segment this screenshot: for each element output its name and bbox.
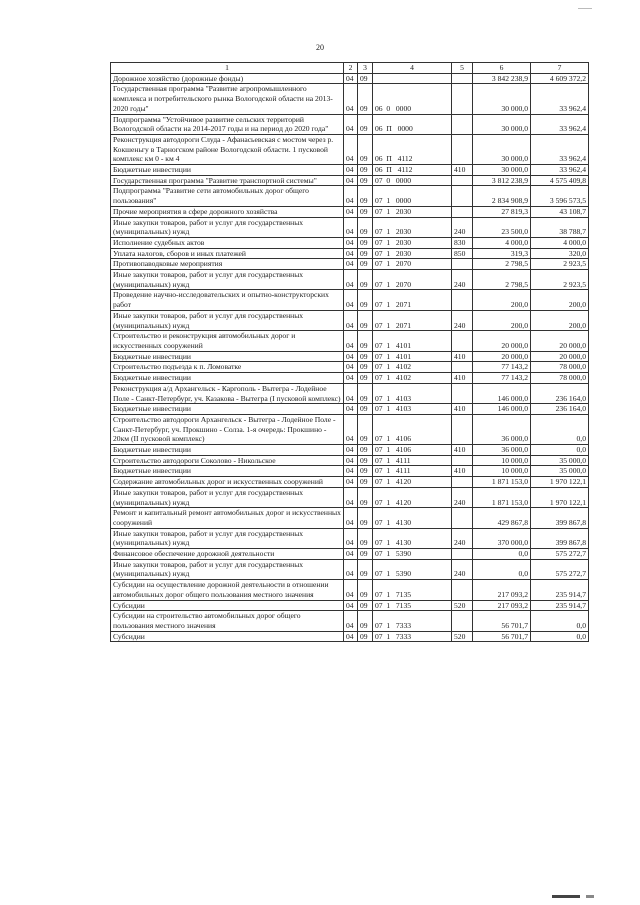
table-row	[111, 600, 589, 611]
row-target-article-cell: 07 1 2030	[373, 206, 452, 217]
row-target-article-cell: 07 1 7135	[373, 600, 452, 611]
row-name-cell: Дорожное хозяйство (дорожные фонды)	[111, 73, 344, 84]
row-name-cell: Проведение научно-исследовательских и опытно-конструкторских работ	[111, 290, 344, 310]
row-section-cell: 04	[344, 549, 358, 560]
row-subsection-cell: 09	[358, 73, 373, 84]
row-name-cell: Строительство и реконструкция автомобильных дорог и искусственных сооружений	[111, 331, 344, 351]
row-subsection-cell: 09	[358, 611, 373, 631]
row-amount-year1-cell: 1 871 153,0	[473, 477, 531, 488]
row-amount-year2-cell: 35 000,0	[531, 466, 589, 477]
row-section-cell: 04	[344, 414, 358, 444]
row-expense-type-cell	[452, 186, 473, 206]
row-name-cell: Субсидии	[111, 631, 344, 642]
table-row	[111, 310, 589, 330]
row-section-cell: 04	[344, 237, 358, 248]
table-row	[111, 611, 589, 631]
row-subsection-cell: 09	[358, 549, 373, 560]
row-section-cell: 04	[344, 404, 358, 415]
row-expense-type-cell: 240	[452, 487, 473, 507]
row-amount-year2-cell: 0,0	[531, 445, 589, 456]
row-expense-type-cell	[452, 331, 473, 351]
row-expense-type-cell: 520	[452, 600, 473, 611]
row-section-cell: 04	[344, 290, 358, 310]
row-amount-year2-cell: 399 867,8	[531, 508, 589, 528]
row-amount-year2-cell: 235 914,7	[531, 600, 589, 611]
row-section-cell: 04	[344, 186, 358, 206]
table-row	[111, 445, 589, 456]
row-section-cell: 04	[344, 528, 358, 548]
row-amount-year1-cell: 429 867,8	[473, 508, 531, 528]
row-amount-year1-cell: 27 819,3	[473, 206, 531, 217]
row-target-article-cell: 07 1 7333	[373, 631, 452, 642]
row-expense-type-cell: 240	[452, 528, 473, 548]
row-target-article-cell: 07 0 0000	[373, 175, 452, 186]
table-row	[111, 559, 589, 579]
row-name-cell: Иные закупки товаров, работ и услуг для государственных (муниципальных) нужд	[111, 559, 344, 579]
row-subsection-cell: 09	[358, 84, 373, 114]
row-expense-type-cell	[452, 414, 473, 444]
row-name-cell: Государственная программа "Развитие транспортной системы"	[111, 175, 344, 186]
page-number: 20	[316, 43, 324, 52]
table-row	[111, 84, 589, 114]
row-target-article-cell: 07 1 2030	[373, 248, 452, 259]
row-subsection-cell: 09	[358, 487, 373, 507]
row-expense-type-cell: 520	[452, 631, 473, 642]
row-amount-year2-cell: 200,0	[531, 290, 589, 310]
row-target-article-cell: 07 1 4101	[373, 351, 452, 362]
row-name-cell: Финансовое обеспечение дорожной деятельности	[111, 549, 344, 560]
row-section-cell: 04	[344, 559, 358, 579]
row-name-cell: Иные закупки товаров, работ и услуг для государственных (муниципальных) нужд	[111, 270, 344, 290]
row-subsection-cell: 09	[358, 206, 373, 217]
row-section-cell: 04	[344, 73, 358, 84]
table-row	[111, 383, 589, 403]
row-expense-type-cell	[452, 114, 473, 134]
table-row	[111, 580, 589, 600]
row-amount-year2-cell: 20 000,0	[531, 331, 589, 351]
row-amount-year1-cell: 0,0	[473, 559, 531, 579]
row-amount-year1-cell: 2 798,5	[473, 259, 531, 270]
row-amount-year1-cell: 370 000,0	[473, 528, 531, 548]
row-amount-year1-cell: 36 000,0	[473, 445, 531, 456]
table-row	[111, 165, 589, 176]
row-name-cell: Исполнение судебных актов	[111, 237, 344, 248]
row-expense-type-cell	[452, 73, 473, 84]
row-target-article-cell: 07 1 4103	[373, 383, 452, 403]
row-expense-type-cell	[452, 84, 473, 114]
row-expense-type-cell	[452, 549, 473, 560]
table-row	[111, 331, 589, 351]
row-amount-year2-cell: 575 272,7	[531, 559, 589, 579]
row-name-cell: Прочие мероприятия в сфере дорожного хозяйства	[111, 206, 344, 217]
table-row	[111, 549, 589, 560]
row-amount-year2-cell: 575 272,7	[531, 549, 589, 560]
row-subsection-cell: 09	[358, 466, 373, 477]
row-amount-year1-cell: 200,0	[473, 310, 531, 330]
row-section-cell: 04	[344, 487, 358, 507]
row-expense-type-cell: 850	[452, 248, 473, 259]
row-target-article-cell: 07 1 7135	[373, 580, 452, 600]
row-section-cell: 04	[344, 331, 358, 351]
row-amount-year1-cell: 217 093,2	[473, 580, 531, 600]
row-amount-year2-cell: 33 962,4	[531, 165, 589, 176]
row-amount-year1-cell: 10 000,0	[473, 466, 531, 477]
row-name-cell: Ремонт и капитальный ремонт автомобильных дорог и искусственных сооружений	[111, 508, 344, 528]
scan-mark-bottom	[552, 895, 580, 898]
row-section-cell: 04	[344, 217, 358, 237]
row-expense-type-cell	[452, 477, 473, 488]
table-row	[111, 237, 589, 248]
scan-mark-top	[578, 8, 592, 9]
table-row	[111, 477, 589, 488]
row-subsection-cell: 09	[358, 175, 373, 186]
row-target-article-cell: 06 0 0000	[373, 84, 452, 114]
row-expense-type-cell	[452, 580, 473, 600]
row-subsection-cell: 09	[358, 237, 373, 248]
row-target-article-cell	[373, 73, 452, 84]
table-row	[111, 487, 589, 507]
row-target-article-cell: 07 1 4102	[373, 373, 452, 384]
row-target-article-cell: 07 1 4106	[373, 445, 452, 456]
row-name-cell: Государственная программа "Развитие агропромышленного комплекса и потребительского рынка Вологодской области на 2013-2020 годы"	[111, 84, 344, 114]
row-section-cell: 04	[344, 611, 358, 631]
row-amount-year2-cell: 43 108,7	[531, 206, 589, 217]
table-row	[111, 351, 589, 362]
row-name-cell: Строительство автодороги Соколово - Никольское	[111, 455, 344, 466]
row-expense-type-cell	[452, 362, 473, 373]
row-amount-year2-cell: 235 914,7	[531, 580, 589, 600]
row-expense-type-cell	[452, 206, 473, 217]
row-target-article-cell: 07 1 4106	[373, 414, 452, 444]
row-section-cell: 04	[344, 114, 358, 134]
row-expense-type-cell: 410	[452, 373, 473, 384]
row-name-cell: Иные закупки товаров, работ и услуг для государственных (муниципальных) нужд	[111, 310, 344, 330]
row-target-article-cell: 06 П 4112	[373, 165, 452, 176]
row-subsection-cell: 09	[358, 528, 373, 548]
header-cell: 3	[358, 63, 373, 74]
table-row	[111, 270, 589, 290]
table-row	[111, 206, 589, 217]
row-name-cell: Строительство подъезда к п. Ломоватке	[111, 362, 344, 373]
row-target-article-cell: 07 1 0000	[373, 186, 452, 206]
row-name-cell: Субсидии	[111, 600, 344, 611]
row-amount-year2-cell: 33 962,4	[531, 134, 589, 164]
row-name-cell: Бюджетные инвестиции	[111, 404, 344, 415]
row-section-cell: 04	[344, 508, 358, 528]
header-cell: 4	[373, 63, 452, 74]
row-expense-type-cell	[452, 611, 473, 631]
row-amount-year2-cell: 78 000,0	[531, 373, 589, 384]
row-amount-year1-cell: 146 000,0	[473, 404, 531, 415]
row-amount-year2-cell: 0,0	[531, 611, 589, 631]
header-row	[111, 63, 589, 74]
row-subsection-cell: 09	[358, 362, 373, 373]
row-expense-type-cell	[452, 508, 473, 528]
row-name-cell: Бюджетные инвестиции	[111, 466, 344, 477]
row-section-cell: 04	[344, 373, 358, 384]
row-section-cell: 04	[344, 580, 358, 600]
row-subsection-cell: 09	[358, 248, 373, 259]
row-amount-year2-cell: 2 923,5	[531, 270, 589, 290]
row-amount-year1-cell: 56 701,7	[473, 611, 531, 631]
row-target-article-cell: 07 1 5390	[373, 549, 452, 560]
row-section-cell: 04	[344, 310, 358, 330]
row-amount-year1-cell: 20 000,0	[473, 331, 531, 351]
row-section-cell: 04	[344, 477, 358, 488]
table-row	[111, 631, 589, 642]
row-name-cell: Иные закупки товаров, работ и услуг для государственных (муниципальных) нужд	[111, 487, 344, 507]
row-section-cell: 04	[344, 362, 358, 373]
row-amount-year1-cell: 77 143,2	[473, 373, 531, 384]
row-amount-year1-cell: 3 842 238,9	[473, 73, 531, 84]
row-target-article-cell: 07 1 4103	[373, 404, 452, 415]
row-subsection-cell: 09	[358, 290, 373, 310]
row-amount-year1-cell: 2 834 908,9	[473, 186, 531, 206]
row-name-cell: Субсидии на осуществление дорожной деятельности в отношении автомобильных дорог общего пользования местного значения	[111, 580, 344, 600]
table-row	[111, 404, 589, 415]
row-name-cell: Противопаводковые мероприятия	[111, 259, 344, 270]
row-target-article-cell: 07 1 2070	[373, 270, 452, 290]
row-amount-year2-cell: 1 970 122,1	[531, 477, 589, 488]
row-name-cell: Бюджетные инвестиции	[111, 373, 344, 384]
row-target-article-cell: 07 1 2030	[373, 217, 452, 237]
row-expense-type-cell: 240	[452, 310, 473, 330]
row-name-cell: Бюджетные инвестиции	[111, 351, 344, 362]
row-subsection-cell: 09	[358, 331, 373, 351]
table-row	[111, 373, 589, 384]
table-row	[111, 528, 589, 548]
row-amount-year2-cell: 0,0	[531, 631, 589, 642]
row-amount-year1-cell: 20 000,0	[473, 351, 531, 362]
row-name-cell: Субсидии на строительство автомобильных дорог общего пользования местного значения	[111, 611, 344, 631]
row-subsection-cell: 09	[358, 580, 373, 600]
row-amount-year2-cell: 236 164,0	[531, 383, 589, 403]
row-expense-type-cell: 240	[452, 217, 473, 237]
row-expense-type-cell: 240	[452, 270, 473, 290]
table-row	[111, 217, 589, 237]
row-section-cell: 04	[344, 270, 358, 290]
row-expense-type-cell	[452, 175, 473, 186]
row-amount-year1-cell: 10 000,0	[473, 455, 531, 466]
table-row	[111, 290, 589, 310]
row-expense-type-cell: 410	[452, 466, 473, 477]
row-amount-year1-cell: 200,0	[473, 290, 531, 310]
header-cell: 2	[344, 63, 358, 74]
row-amount-year2-cell: 320,0	[531, 248, 589, 259]
row-amount-year1-cell: 30 000,0	[473, 84, 531, 114]
row-amount-year1-cell: 2 798,5	[473, 270, 531, 290]
row-section-cell: 04	[344, 165, 358, 176]
row-expense-type-cell	[452, 455, 473, 466]
row-amount-year1-cell: 0,0	[473, 549, 531, 560]
row-target-article-cell: 06 П 4112	[373, 134, 452, 164]
row-section-cell: 04	[344, 206, 358, 217]
row-target-article-cell: 07 1 4102	[373, 362, 452, 373]
row-amount-year1-cell: 1 871 153,0	[473, 487, 531, 507]
row-section-cell: 04	[344, 455, 358, 466]
row-subsection-cell: 09	[358, 455, 373, 466]
row-subsection-cell: 09	[358, 383, 373, 403]
table-row	[111, 73, 589, 84]
row-target-article-cell: 07 1 4130	[373, 508, 452, 528]
row-amount-year1-cell: 56 701,7	[473, 631, 531, 642]
row-expense-type-cell	[452, 134, 473, 164]
row-amount-year1-cell: 30 000,0	[473, 134, 531, 164]
row-target-article-cell: 07 1 2070	[373, 259, 452, 270]
row-subsection-cell: 09	[358, 600, 373, 611]
row-section-cell: 04	[344, 134, 358, 164]
budget-table	[110, 62, 589, 642]
row-name-cell: Подпрограмма "Устойчивое развитие сельских территорий Вологодской области на 2014-2017 годы и на период до 2020 года"	[111, 114, 344, 134]
row-subsection-cell: 09	[358, 270, 373, 290]
row-subsection-cell: 09	[358, 631, 373, 642]
row-subsection-cell: 09	[358, 114, 373, 134]
row-subsection-cell: 09	[358, 351, 373, 362]
row-target-article-cell: 07 1 7333	[373, 611, 452, 631]
row-subsection-cell: 09	[358, 134, 373, 164]
row-target-article-cell: 07 1 2030	[373, 237, 452, 248]
row-subsection-cell: 09	[358, 259, 373, 270]
table-row	[111, 508, 589, 528]
row-target-article-cell: 07 1 4120	[373, 487, 452, 507]
row-subsection-cell: 09	[358, 445, 373, 456]
row-section-cell: 04	[344, 631, 358, 642]
row-target-article-cell: 07 1 2071	[373, 290, 452, 310]
row-amount-year1-cell: 217 093,2	[473, 600, 531, 611]
row-section-cell: 04	[344, 600, 358, 611]
row-amount-year2-cell: 20 000,0	[531, 351, 589, 362]
row-subsection-cell: 09	[358, 310, 373, 330]
row-amount-year2-cell: 4 000,0	[531, 237, 589, 248]
row-subsection-cell: 09	[358, 217, 373, 237]
row-target-article-cell: 07 1 4130	[373, 528, 452, 548]
row-section-cell: 04	[344, 259, 358, 270]
row-amount-year1-cell: 30 000,0	[473, 165, 531, 176]
row-target-article-cell: 07 1 5390	[373, 559, 452, 579]
row-target-article-cell: 07 1 2071	[373, 310, 452, 330]
row-subsection-cell: 09	[358, 186, 373, 206]
row-section-cell: 04	[344, 383, 358, 403]
row-amount-year2-cell: 1 970 122,1	[531, 487, 589, 507]
row-expense-type-cell: 410	[452, 165, 473, 176]
row-section-cell: 04	[344, 84, 358, 114]
row-name-cell: Иные закупки товаров, работ и услуг для государственных (муниципальных) нужд	[111, 217, 344, 237]
header-cell: 5	[452, 63, 473, 74]
row-target-article-cell: 07 1 4111	[373, 455, 452, 466]
row-expense-type-cell: 410	[452, 351, 473, 362]
table-row	[111, 175, 589, 186]
row-expense-type-cell: 410	[452, 445, 473, 456]
row-amount-year2-cell: 33 962,4	[531, 84, 589, 114]
row-section-cell: 04	[344, 175, 358, 186]
row-subsection-cell: 09	[358, 508, 373, 528]
row-target-article-cell: 07 1 4111	[373, 466, 452, 477]
header-cell: 7	[531, 63, 589, 74]
header-cell: 6	[473, 63, 531, 74]
row-subsection-cell: 09	[358, 477, 373, 488]
row-expense-type-cell	[452, 259, 473, 270]
row-amount-year2-cell: 35 000,0	[531, 455, 589, 466]
row-expense-type-cell	[452, 290, 473, 310]
row-amount-year2-cell: 0,0	[531, 414, 589, 444]
row-subsection-cell: 09	[358, 404, 373, 415]
row-amount-year1-cell: 4 000,0	[473, 237, 531, 248]
table-row	[111, 248, 589, 259]
scan-mark-bottom-small	[586, 895, 594, 898]
row-amount-year2-cell: 2 923,5	[531, 259, 589, 270]
row-subsection-cell: 09	[358, 414, 373, 444]
row-amount-year2-cell: 33 962,4	[531, 114, 589, 134]
row-target-article-cell: 07 1 4101	[373, 331, 452, 351]
row-name-cell: Реконструкция а/д Архангельск - Каргополь - Вытегра - Лодейное Поле - Санкт-Петербург, уч. Казакова - Вытегра (I пусковой комплекс)	[111, 383, 344, 403]
row-amount-year2-cell: 38 788,7	[531, 217, 589, 237]
row-target-article-cell: 06 П 0000	[373, 114, 452, 134]
row-section-cell: 04	[344, 351, 358, 362]
row-amount-year1-cell: 77 143,2	[473, 362, 531, 373]
row-subsection-cell: 09	[358, 165, 373, 176]
row-name-cell: Реконструкция автодороги Слуда - Афанасьевская с мостом через р. Кокшеньгу в Тарногском районе Вологодской области. 1 пусковой комплекс км 0 - км 4	[111, 134, 344, 164]
row-name-cell: Уплата налогов, сборов и иных платежей	[111, 248, 344, 259]
row-amount-year1-cell: 30 000,0	[473, 114, 531, 134]
row-target-article-cell: 07 1 4120	[373, 477, 452, 488]
row-amount-year2-cell: 200,0	[531, 310, 589, 330]
table-row	[111, 414, 589, 444]
table-row	[111, 362, 589, 373]
row-expense-type-cell	[452, 383, 473, 403]
table-row	[111, 134, 589, 164]
row-amount-year2-cell: 399 867,8	[531, 528, 589, 548]
row-section-cell: 04	[344, 466, 358, 477]
table-row	[111, 455, 589, 466]
table-row	[111, 466, 589, 477]
header-cell: 1	[111, 63, 344, 74]
row-amount-year1-cell: 319,3	[473, 248, 531, 259]
row-expense-type-cell: 410	[452, 404, 473, 415]
row-amount-year1-cell: 36 000,0	[473, 414, 531, 444]
row-amount-year2-cell: 4 609 372,2	[531, 73, 589, 84]
row-amount-year2-cell: 78 000,0	[531, 362, 589, 373]
table-row	[111, 186, 589, 206]
table-row	[111, 259, 589, 270]
row-amount-year1-cell: 3 812 238,9	[473, 175, 531, 186]
row-amount-year2-cell: 236 164,0	[531, 404, 589, 415]
row-name-cell: Бюджетные инвестиции	[111, 165, 344, 176]
row-name-cell: Иные закупки товаров, работ и услуг для государственных (муниципальных) нужд	[111, 528, 344, 548]
table-row	[111, 114, 589, 134]
row-expense-type-cell: 240	[452, 559, 473, 579]
row-amount-year1-cell: 23 500,0	[473, 217, 531, 237]
row-name-cell: Содержание автомобильных дорог и искусственных сооружений	[111, 477, 344, 488]
row-name-cell: Строительство автодороги Архангельск - Вытегра - Лодейное Поле - Санкт-Петербург, уч. Прокшино - Солза. 1-я очередь: Прокшино - 20км (II пусковой комплекс)	[111, 414, 344, 444]
row-amount-year2-cell: 4 575 409,8	[531, 175, 589, 186]
row-name-cell: Бюджетные инвестиции	[111, 445, 344, 456]
row-expense-type-cell: 830	[452, 237, 473, 248]
row-section-cell: 04	[344, 445, 358, 456]
row-name-cell: Подпрограмма "Развитие сети автомобильных дорог общего пользования"	[111, 186, 344, 206]
row-amount-year1-cell: 146 000,0	[473, 383, 531, 403]
row-subsection-cell: 09	[358, 559, 373, 579]
row-section-cell: 04	[344, 248, 358, 259]
row-subsection-cell: 09	[358, 373, 373, 384]
row-amount-year2-cell: 3 596 573,5	[531, 186, 589, 206]
